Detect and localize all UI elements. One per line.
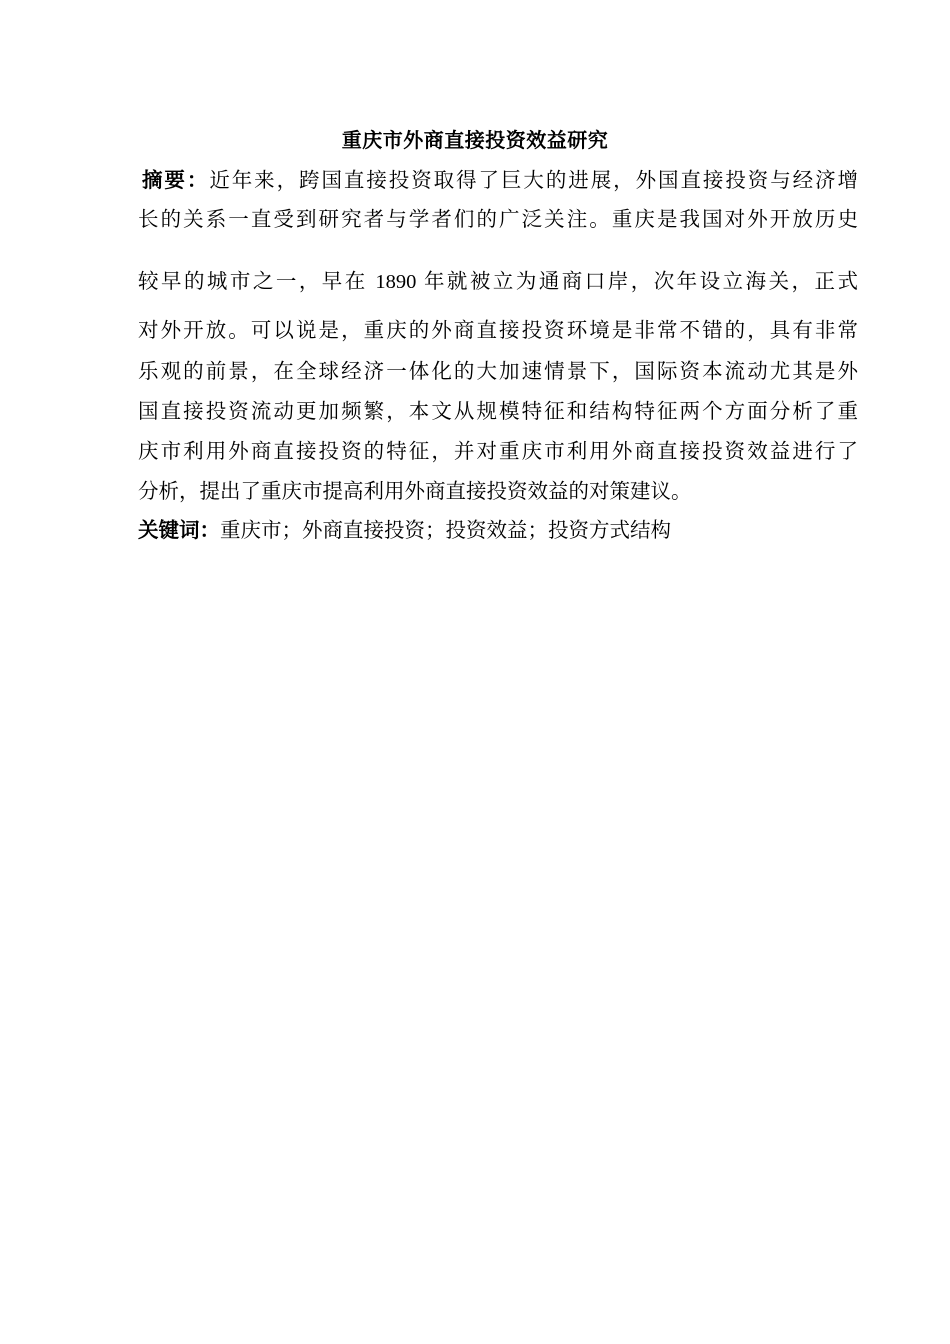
keywords-label: 关键词：: [138, 519, 220, 542]
abstract-line-8: 分析，提出了重庆市提高利用外商直接投资效益的对策建议。: [138, 481, 692, 503]
document-title: 重庆市外商直接投资效益研究: [341, 130, 609, 152]
keywords-text: 重庆市；外商直接投资；投资效益；投资方式结构: [220, 520, 671, 542]
abstract-line-2: 长的关系一直受到研究者与学者们的广泛关注。重庆是我国对外开放历史: [138, 209, 858, 231]
keywords-line: [138, 516, 671, 546]
abstract-line-7: 庆市利用外商直接投资的特征，并对重庆市利用外商直接投资效益进行了: [138, 441, 858, 463]
abstract-line-4: 对外开放。可以说是，重庆的外商直接投资环境是非常不错的，具有非常: [138, 320, 858, 342]
abstract-line-3: 较早的城市之一，早在 1890 年就被立为通商口岸，次年设立海关，正式: [138, 271, 858, 293]
abstract-text-1: 近年来，跨国直接投资取得了巨大的进展，外国直接投资与经济增: [209, 170, 859, 192]
abstract-line-1: [142, 166, 858, 196]
abstract-line-5: 乐观的前景，在全球经济一体化的大加速情景下，国际资本流动尤其是外: [138, 361, 858, 383]
abstract-line-6: 国直接投资流动更加频繁，本文从规模特征和结构特征两个方面分析了重: [138, 401, 858, 423]
abstract-label: 摘要：: [142, 169, 210, 192]
